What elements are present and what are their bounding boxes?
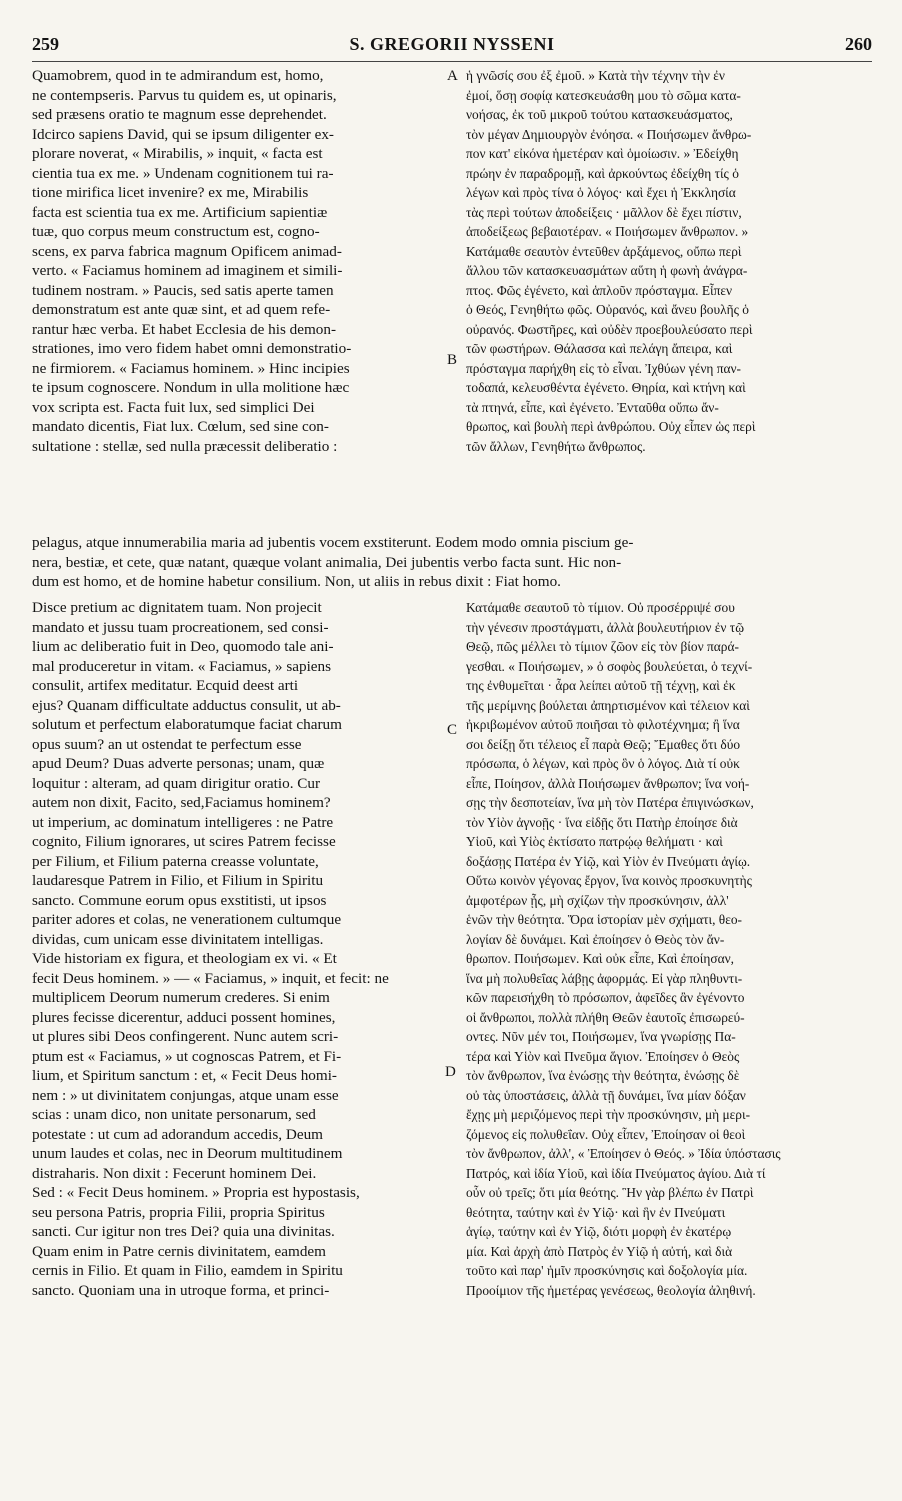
latin-line: cernis in Filio. Et quam in Filio, eamdem in Spiritu (32, 1262, 343, 1279)
latin-line: cognito, Filium ignorares, ut scires Patrem fecisse (32, 833, 336, 850)
greek-line: ἑνῶν τὴν θεότητα. Ὅρα ἱστορίαν μὲν σχήματι, θεο- (466, 912, 742, 927)
greek-line: πρόσωπα, ὁ λέγων, καὶ πρὸς ὃν ὁ λόγος. Διὰ τί οὐκ (466, 756, 740, 771)
latin-line: ejus? Quanam difficultate adductus consulit, ut ab- (32, 696, 341, 714)
greek-line: λογίαν δὲ δυνάμει. Καὶ ἐποίησεν ὁ Θεὸς τὸν ἄν- (466, 931, 725, 947)
latin-line: Disce pretium ac dignitatem tuam. Non projecit (32, 599, 322, 616)
greek-line: οὐ τὰς ὑποστάσεις, ἀλλὰ τῇ δυνάμει, ἵνα μίαν δόξαν (466, 1087, 746, 1103)
latin-full-line: dum est homo, et de homine habetur consilium. Non, ut aliis in rebus dixit : Fiat homo. (32, 573, 561, 590)
greek-line: θρωπον. Ποιήσωμεν. Καὶ οὐκ εἶπε, Καὶ ἐποίησαν, (466, 951, 734, 966)
greek-line: δοξάσῃς Πατέρα ἐν Υἱῷ, καὶ Υἱὸν ἐν Πνεύματι ἁγίῳ. (466, 853, 751, 869)
greek-line: ἔχῃς μὴ μεριζόμενος περὶ τὴν προσκύνησιν, μὴ μερι- (466, 1107, 751, 1122)
latin-line: tudinem nostram. » Paucis, sed satis aperte tamen (32, 281, 334, 299)
greek-line: πρώην ἐν παραδρομῇ, καὶ ἀρκούντως ἐδείχθη τίς ὁ (466, 165, 739, 181)
latin-line: vox scripta est. Facta fuit lux, sed simplici Dei (32, 398, 315, 416)
latin-line: scias : unam dico, non unitate personarum, sed (32, 1106, 316, 1123)
latin-line: unum laudes et colas, nec in Deorum multitudinem (32, 1145, 343, 1162)
latin-line: sancto. Quoniam una in utroque forma, et princi- (32, 1281, 330, 1299)
greek-line: τοῦτο καὶ παρ' ἡμῖν προσκύνησις καὶ δοξολογία μία. (466, 1263, 748, 1278)
greek-line: Κατάμαθε σεαυτὸν ἐντεῦθεν ἀρξάμενος, οὔπω περὶ (466, 243, 742, 259)
greek-line: τὰς περὶ τούτων ἀποδείξεις · μᾶλλον δὲ ἔχει πίστιν, (466, 204, 742, 220)
latin-line: multiplicem Deorum numerum crederes. Si enim (32, 989, 330, 1006)
latin-line: mal produceretur in vitam. « Faciamus, » sapiens (32, 657, 332, 675)
latin-line: ptum est « Faciamus, » ut cognoscas Patrem, et Fi- (32, 1047, 342, 1065)
latin-line: tione mirifica licet invenire? ex me, Mirabilis (32, 184, 309, 201)
latin-line: loquitur : alteram, ad quam dirigitur oratio. Cur (32, 774, 321, 792)
greek-line: ζόμενος εἰς πολυθεΐαν. Οὐχ εἶπεν, Ἐποίησαν οἱ θεοὶ (466, 1126, 746, 1142)
greek-line: Υἱοῦ, καὶ Υἱὸς ἐκτίσατο πατρῴῳ θελήματι · καὶ (466, 834, 723, 849)
greek-line: ἵνα μὴ πολυθεΐας λάβῃς ἀφορμάς. Εἰ γὰρ πληθυντι- (466, 970, 743, 986)
margin-letter-a: A (447, 68, 458, 84)
greek-line: τὸν Υἱὸν ἀγνοῇς · ἵνα εἰδῇς ὅτι Πατὴρ ἐποίησε διὰ (466, 814, 738, 830)
latin-line: Idcirco sapiens David, qui se ipsum diligenter ex- (32, 125, 334, 143)
latin-line: consulit, artifex meditatur. Ecquid deest arti (32, 677, 299, 694)
latin-line: plorare noverat, « Mirabilis, » inquit, « facta est (32, 145, 323, 162)
latin-line: tuæ, quo corpus meum constructum est, cogno- (32, 223, 320, 240)
greek-line: λέγων καὶ πρὸς τίνα ὁ λόγος· καὶ ἔχει ἡ Ἐκκλησία (466, 185, 736, 200)
latin-line: fecit Deus hominem. » — « Faciamus, » inquit, et fecit: ne (32, 969, 389, 987)
latin-full-width-passage (32, 533, 870, 592)
greek-line: οἱ ἄνθρωποι, πολλὰ πλήθη Θεῶν ἑαυτοῖς ἐπισωρεύ- (466, 1009, 745, 1025)
latin-line: potestate : ut cum ad adorandum accedis, Deum (32, 1125, 323, 1143)
latin-line: lium ac deliberatio fuit in Deo, quomodo tale ani- (32, 638, 334, 655)
greek-line: τοδαπά, κελευσθέντα ἐγένετο. Θηρία, καὶ κτήνη καὶ (466, 380, 746, 395)
greek-line: οντες. Νῦν μέν τοι, Ποιήσωμεν, ἵνα γνωρίσῃς Πα- (466, 1029, 736, 1044)
latin-line: mandato dicentis, Fiat lux. Cœlum, sed sine con- (32, 418, 329, 435)
greek-line: τὸν ἄνθρωπον, ἵνα ἑνώσῃς τὴν θεότητα, ἑνώσῃς δὲ (466, 1068, 740, 1083)
latin-line: lium, et Spiritum sanctum : et, « Fecit Deus homi- (32, 1067, 337, 1084)
greek-line: πον κατ' εἰκόνα ἡμετέραν καὶ ὁμοίωσιν. » Ἐδείχθη (466, 146, 739, 161)
latin-line: solutum et perfectum elaboratumque faciat charum (32, 716, 342, 733)
greek-line: Προοίμιον τῆς ἡμετέρας γενέσεως, θεολογία ἀληθινή. (466, 1282, 756, 1298)
greek-line: τῆς μερίμνης βούλεται ἀπηρτισμένον καὶ τέλειον καὶ (466, 697, 750, 713)
greek-line: οὖν οὐ τρεῖς; ὅτι μία θεότης. Ἣν γὰρ βλέπω ἐν Πατρὶ (466, 1185, 754, 1200)
latin-line: nem : » ut divinitatem conjungas, atque unam esse (32, 1086, 339, 1104)
greek-line: θεότητα, ταύτην καὶ ἐν Υἱῷ· καὶ ἣν ἐν Πνεύματι (466, 1204, 726, 1220)
latin-line: autem non dixit, Facito, sed,Faciamus hominem? (32, 794, 331, 811)
latin-line: Sed : « Fecit Deus hominem. » Propria est hypostasis, (32, 1184, 360, 1201)
greek-line: Θεῷ, πῶς μέλλει τὸ τίμιον ζῶον εἰς τὸν βίον παρά- (466, 639, 739, 654)
greek-line: τὸν ἄνθρωπον, ἀλλ', « Ἐποίησεν ὁ Θεός. » Ἰδία ὑπόστασις (466, 1146, 781, 1161)
latin-line: ne contempseris. Parvus tu quidem es, ut opinaris, (32, 86, 337, 104)
greek-line: τῶν φωστήρων. Θάλασσα καὶ πελάγη ἄπειρα, καὶ (466, 341, 733, 356)
latin-line: plures fecisse dicerentur, adduci possent homines, (32, 1008, 336, 1026)
latin-column-upper (32, 66, 440, 456)
greek-line: Πατρός, καὶ ἰδία Υἱοῦ, καὶ ἰδία Πνεύματος ἁγίου. Διὰ τί (466, 1165, 766, 1181)
latin-line: Vide historiam ex figura, et theologiam ex vi. « Et (32, 950, 337, 967)
greek-column-upper (466, 66, 870, 456)
latin-line: demonstratum est ante quæ sint, et ad quem refe- (32, 301, 331, 318)
margin-letter-b: B (447, 352, 458, 368)
latin-line: seu persona Patris, propria Filii, propria Spiritus (32, 1203, 325, 1221)
margin-letter-c: C (447, 722, 458, 738)
latin-line: rantur hæc verba. Et habet Ecclesia de his demon- (32, 320, 337, 338)
greek-line: ἄλλου τῶν κατασκευασμάτων αὕτη ἡ φωνὴ ἀνάγρα- (466, 263, 748, 278)
latin-line: strationes, imo vero fidem habet omni demonstratio- (32, 340, 352, 357)
latin-line: distraharis. Non dixit : Fecerunt hominem Dei. (32, 1164, 317, 1182)
latin-line: ne firmiorem. « Faciamus hominem. » Hinc incipies (32, 359, 350, 377)
greek-line: τῶν ἄλλων, Γενηθήτω ἄνθρωπος. (466, 438, 646, 454)
latin-line: Quam enim in Patre cernis divinitatem, eamdem (32, 1242, 326, 1260)
greek-line: τὴν γένεσιν προστάγματι, ἀλλὰ βουλευτήριον ἐν τῷ (466, 619, 745, 635)
page-header (32, 30, 872, 60)
running-title: S. GREGORII NYSSENI (349, 34, 555, 54)
latin-full-line: pelagus, atque innumerabilia maria ad jubentis vocem exstiterunt. Eodem modo omnia piscium ge- (32, 534, 634, 551)
greek-line: ἠκριβωμένον αὐτοῦ ποιῆσαι τὸ φιλοτέχνημα; ἢ ἵνα (466, 717, 740, 732)
latin-column-lower (32, 598, 440, 1300)
latin-line: mandato et jussu tuam procreationem, sed consi- (32, 618, 329, 636)
greek-line: Κατάμαθε σεαυτοῦ τὸ τίμιον. Οὐ προσέρριψέ σου (466, 600, 735, 615)
latin-line: opus suum? an ut ostendat te perfectum esse (32, 735, 302, 753)
greek-line: τὸν μέγαν Δημιουργὸν ἐνόησα. « Ποιήσωμεν ἄνθρω- (466, 126, 752, 142)
latin-line: ut plures sibi Deos confingerent. Nunc autem scri- (32, 1028, 339, 1045)
greek-line: εἶπε, Ποίησον, ἀλλὰ Ποιήσωμεν ἄνθρωπον; ἵνα νοή- (466, 775, 750, 791)
header-rule (32, 61, 872, 62)
greek-line: της ἐνθυμεῖται · ἆρα λείπει αὐτοῦ τῇ τέχνῃ, καὶ ἐκ (466, 678, 736, 693)
greek-line: πρόσταγμα παρήχθη εἰς τὸ εἶναι. Ἰχθύων γένη παν- (466, 360, 742, 376)
greek-line: θρωπος, καὶ βουλὴ περὶ ἀνθρώπου. Οὐχ εἶπεν ὡς περὶ (466, 419, 756, 434)
latin-line: sultatione : stellæ, sed nulla præcessit deliberatio : (32, 437, 338, 455)
greek-line: πτος. Φῶς ἐγένετο, καὶ ἁπλοῦν πρόσταγμα. Εἶπεν (466, 282, 733, 298)
page-number-right: 260 (845, 34, 872, 54)
greek-line: μία. Καὶ ἀρχὴ ἀπὸ Πατρὸς ἐν Υἱῷ ἡ αὐτή, καὶ διὰ (466, 1243, 733, 1259)
greek-line: ἀποδείξεως βεβαιοτέραν. « Ποιήσωμεν ἄνθρωπον. » (466, 224, 749, 239)
margin-letter-d: D (445, 1064, 456, 1080)
greek-line: ἡ γνῶσίς σου ἐξ ἐμοῦ. » Κατὰ τὴν τέχνην τὴν ἐν (466, 68, 725, 83)
greek-line: τέρα καὶ Υἱὸν καὶ Πνεῦμα ἅγιον. Ἐποίησεν ὁ Θεὸς (466, 1048, 740, 1064)
greek-line: νοήσας, ἐκ τοῦ μικροῦ τούτου κατασκευάσματος, (466, 107, 733, 122)
latin-line: sancti. Cur igitur non tres Dei? quia una divinitas. (32, 1223, 335, 1240)
latin-line: per Filium, et Filium paterna creasse voluntate, (32, 852, 319, 870)
greek-line: τὰ πτηνά, εἶπε, καὶ ἐγένετο. Ἐνταῦθα οὔπω ἄν- (466, 399, 719, 415)
latin-line: sed præsens oratio te magnum esse deprehendet. (32, 106, 327, 123)
greek-line: ἐμοί, ὅσῃ σοφίᾳ κατεσκευάσθη μου τὸ σῶμα κατα- (466, 87, 741, 103)
latin-line: Quamobrem, quod in te admirandum est, homo, (32, 67, 324, 84)
greek-line: σῃς τὴν δεσποτείαν, ἵνα μὴ τὸν Πατέρα ἐπιγινώσκων, (466, 795, 754, 810)
greek-line: οὐρανός. Φωστῆρες, καὶ οὐδὲν προεβουλεύσατο περὶ (466, 321, 753, 337)
latin-line: te ipsum cognoscere. Nondum in ulla molitione hæc (32, 379, 350, 396)
latin-line: pariter adores et colas, ne venerationem cultumque (32, 911, 342, 928)
latin-line: scens, ex parva fabrica magnum Opificem animad- (32, 242, 342, 260)
greek-column-lower (466, 598, 870, 1300)
greek-line: κῶν παρεισήχθη τὸ πρόσωπον, ἀφεῖδες ἂν ἐγένοντο (466, 990, 745, 1005)
latin-line: dividas, cum unicam esse divinitatem intelligas. (32, 930, 324, 948)
latin-line: sancto. Commune eorum opus exstitisti, ut ipsos (32, 891, 327, 909)
greek-line: σοι δείξῃ ὅτι τέλειος εἶ παρὰ Θεῷ; Ἔμαθες ὅτι δύο (466, 736, 741, 752)
greek-line: ἁγίῳ, ταύτην καὶ ἐν Υἱῷ, διότι μορφὴ ἐν ἑκατέρῳ (466, 1224, 732, 1239)
greek-line: γεσθαι. « Ποιήσωμεν, » ὁ σοφὸς βουλεύεται, ὁ τεχνί- (466, 658, 753, 674)
latin-line: facta est scientia tua ex me. Artificium sapientiæ (32, 203, 328, 221)
latin-full-line: nera, bestiæ, et cete, quæ natant, quæque volant animalia, Dei jubentis verbo facta sunt. Hic non- (32, 553, 622, 571)
greek-line: ὁ Θεός, Γενηθήτω φῶς. Οὐρανός, καὶ ἄνευ βουλῆς ὁ (466, 302, 749, 317)
page-number-left: 259 (32, 34, 59, 54)
latin-line: apud Deum? Duas adverte personas; unam, quæ (32, 755, 325, 772)
greek-line: ἀμφοτέρων ᾖς, μὴ σχίζων τὴν προσκύνησιν, ἀλλ' (466, 892, 729, 908)
latin-line: laudaresque Patrem in Filio, et Filium in Spiritu (32, 872, 324, 889)
latin-line: verto. « Faciamus hominem ad imaginem et simili- (32, 262, 343, 279)
latin-line: cientia tua ex me. » Undenam cognitionem tui ra- (32, 164, 334, 182)
greek-line: Οὕτω κοινὸν γέγονας ἔργον, ἵνα κοινὸς προσκυνητὴς (466, 873, 752, 888)
latin-line: ut imperium, ac dominatum intelligeres : ne Patre (32, 813, 334, 831)
